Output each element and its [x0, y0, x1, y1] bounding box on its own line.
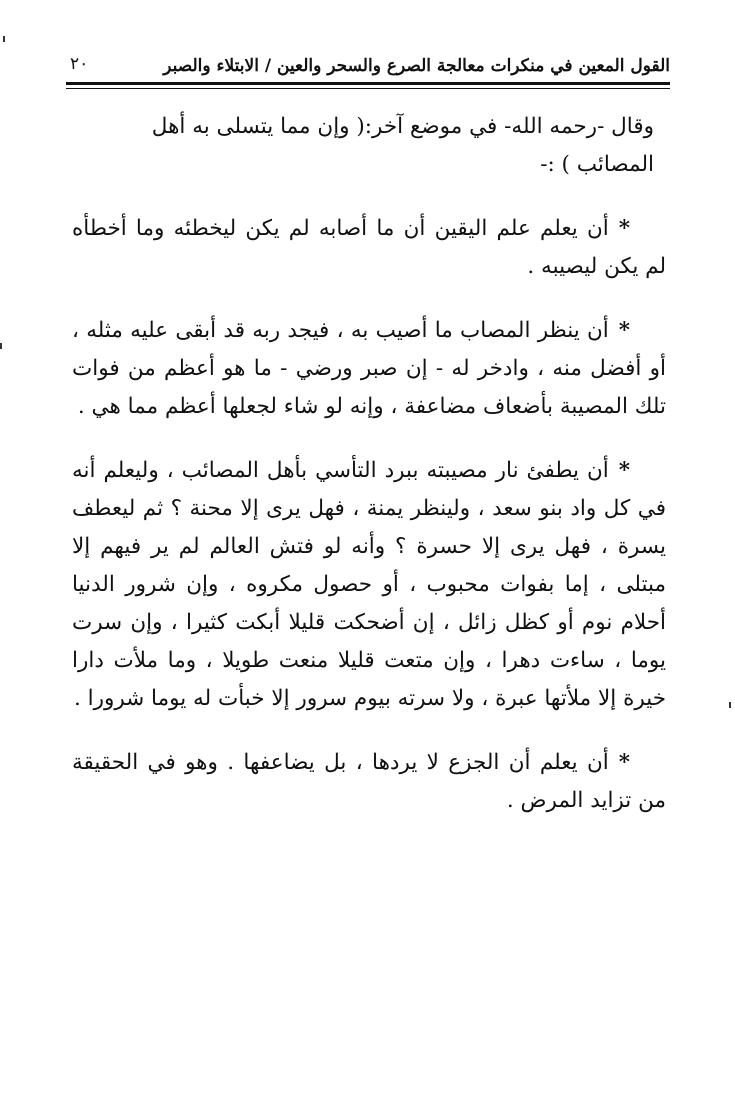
page-header — [66, 44, 670, 78]
bullet-marker: * — [618, 458, 630, 483]
paragraph-text: أن ينظر المصاب ما أصيب به ، فيجد ربه قد أبقى عليه مثله ، أو أفضل منه ، وادخر له - إن صبر ورضي - ما هو أعظم من فوات تلك المصيبة بأضعاف مضاعفة ، وإنه لو شاء لجعلها أعظم مما هي . — [72, 318, 666, 419]
scan-edge-mark-top — [3, 36, 5, 42]
paragraph-text: أن يعلم أن الجزع لا يردها ، بل يضاعفها . وهو في الحقيقة من تزايد المرض . — [72, 750, 666, 813]
scan-edge-mark-left — [0, 343, 2, 349]
bullet-paragraph-4 — [72, 744, 666, 820]
page-number: ٢٠ — [70, 54, 89, 74]
bullet-marker: * — [618, 216, 630, 241]
intro-line: وقال -رحمه الله- في موضع آخر:( وإن مما يتسلى به أهل المصائب ) :- — [151, 114, 654, 177]
bullet-marker: * — [618, 318, 630, 343]
header-rule-thick — [66, 82, 670, 85]
bullet-paragraph-3 — [72, 452, 666, 718]
bullet-paragraph-2 — [72, 312, 666, 426]
bullet-paragraph-1 — [72, 210, 666, 286]
scan-edge-mark-right — [729, 702, 731, 708]
running-title: القول المعين في منكرات معالجة الصرع والسحر والعين / الابتلاء والصبر — [163, 56, 670, 76]
header-rule-thin — [66, 88, 670, 89]
body-text — [72, 108, 666, 846]
bullet-marker: * — [618, 750, 630, 775]
paragraph-text: أن يعلم علم اليقين أن ما أصابه لم يكن ليخطئه وما أخطأه لم يكن ليصيبه . — [72, 216, 666, 279]
paragraph-text: أن يطفئ نار مصيبته ببرد التأسي بأهل المصائب ، وليعلم أنه في كل واد بنو سعد ، ولينظر يمنة ، فهل يرى إلا محنة ؟ ثم ليعطف يسرة ، فهل يرى إلا حسرة ؟ وأنه لو فتش العالم لم ير فيهم إلا مبتلى ، إما بفوات محبوب ، أو حصول مكروه ، وإن شرور الدنيا أحلام نوم أو كظل زائل ، إن أضحكت قليلا أبكت كثيرا ، وإن سرت يوما ، ساءت دهرا ، وإن متعت قليلا منعت طويلا ، وما ملأت دارا خيرة إلا ملأتها عبرة ، ولا سرته بيوم سرور إلا خبأت له يوما شرورا . — [72, 458, 666, 711]
